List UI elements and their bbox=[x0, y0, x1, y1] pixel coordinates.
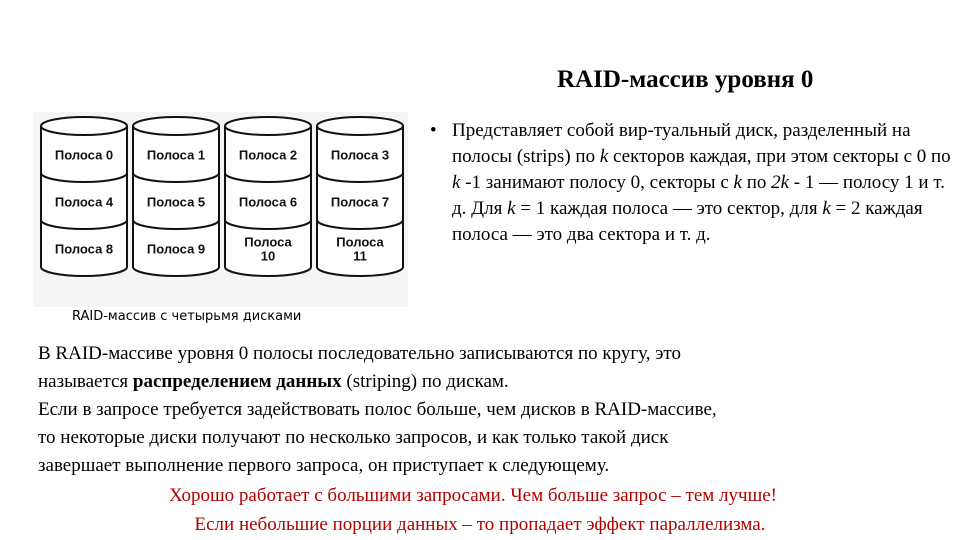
highlight-line-2: Если небольшие порции данных – то пропадает эффект параллелизма. bbox=[194, 514, 766, 535]
body-line-5: завершает выполнение первого запроса, он приступает к следующему. bbox=[38, 455, 610, 476]
strip-label: Полоса 9 bbox=[146, 241, 206, 257]
body-line-3: Если в запросе требуется задействовать полос больше, чем дисков в RAID-массиве, bbox=[38, 399, 717, 420]
strip-label: Полоса 2 bbox=[238, 147, 298, 163]
body-line-1: В RAID-массиве уровня 0 полосы последовательно записываются по кругу, это bbox=[38, 343, 681, 364]
slide-title: RAID-массив уровня 0 bbox=[557, 66, 814, 93]
body-paragraph bbox=[38, 340, 938, 480]
disk-1 bbox=[133, 117, 219, 276]
disk-2 bbox=[225, 117, 311, 276]
strip-label: Полоса 3 bbox=[330, 147, 390, 163]
disk-array-diagram bbox=[33, 112, 408, 307]
figure-caption: RAID-массив с четырьмя дисками bbox=[72, 309, 302, 324]
strip-label: Полоса 6 bbox=[238, 194, 298, 210]
strip-label: Полоса 8 bbox=[54, 241, 114, 257]
raid-disks-figure bbox=[33, 112, 408, 307]
disk-3 bbox=[317, 117, 403, 276]
bullet-dot-icon: • bbox=[430, 120, 437, 141]
strip-label: Полоса 7 bbox=[330, 194, 390, 210]
strip-label: Полоса 11 bbox=[336, 234, 384, 264]
highlight-block bbox=[0, 481, 960, 539]
body-line-4: то некоторые диски получают по несколько запросов, и как только такой диск bbox=[38, 427, 669, 448]
highlight-line-1: Хорошо работает с большими запросами. Чем больше запрос – тем лучше! bbox=[169, 485, 777, 506]
disk-0 bbox=[41, 117, 127, 276]
strip-label: Полоса 1 bbox=[146, 147, 206, 163]
bullet-text: Представляет собой вир-туальный диск, разделенный на полосы (strips) по k секторов каждая, при этом секторы с 0 по k -1 занимают полосу 0, секторы с k по 2k - 1 — полосу 1 и т. д. Для k = 1 каждая полоса — это сектор, для k = 2 каждая полоса — это два сектора и т. д. bbox=[452, 120, 951, 245]
strip-label: Полоса 5 bbox=[146, 194, 206, 210]
strip-label: Полоса 10 bbox=[244, 234, 292, 264]
body-line-2: называется распределением данных (striping) по дискам. bbox=[38, 371, 509, 392]
strip-label: Полоса 0 bbox=[54, 147, 114, 163]
bullet-item bbox=[430, 118, 955, 248]
striping-term: распределением данных bbox=[132, 371, 342, 392]
strip-label: Полоса 4 bbox=[54, 194, 114, 210]
